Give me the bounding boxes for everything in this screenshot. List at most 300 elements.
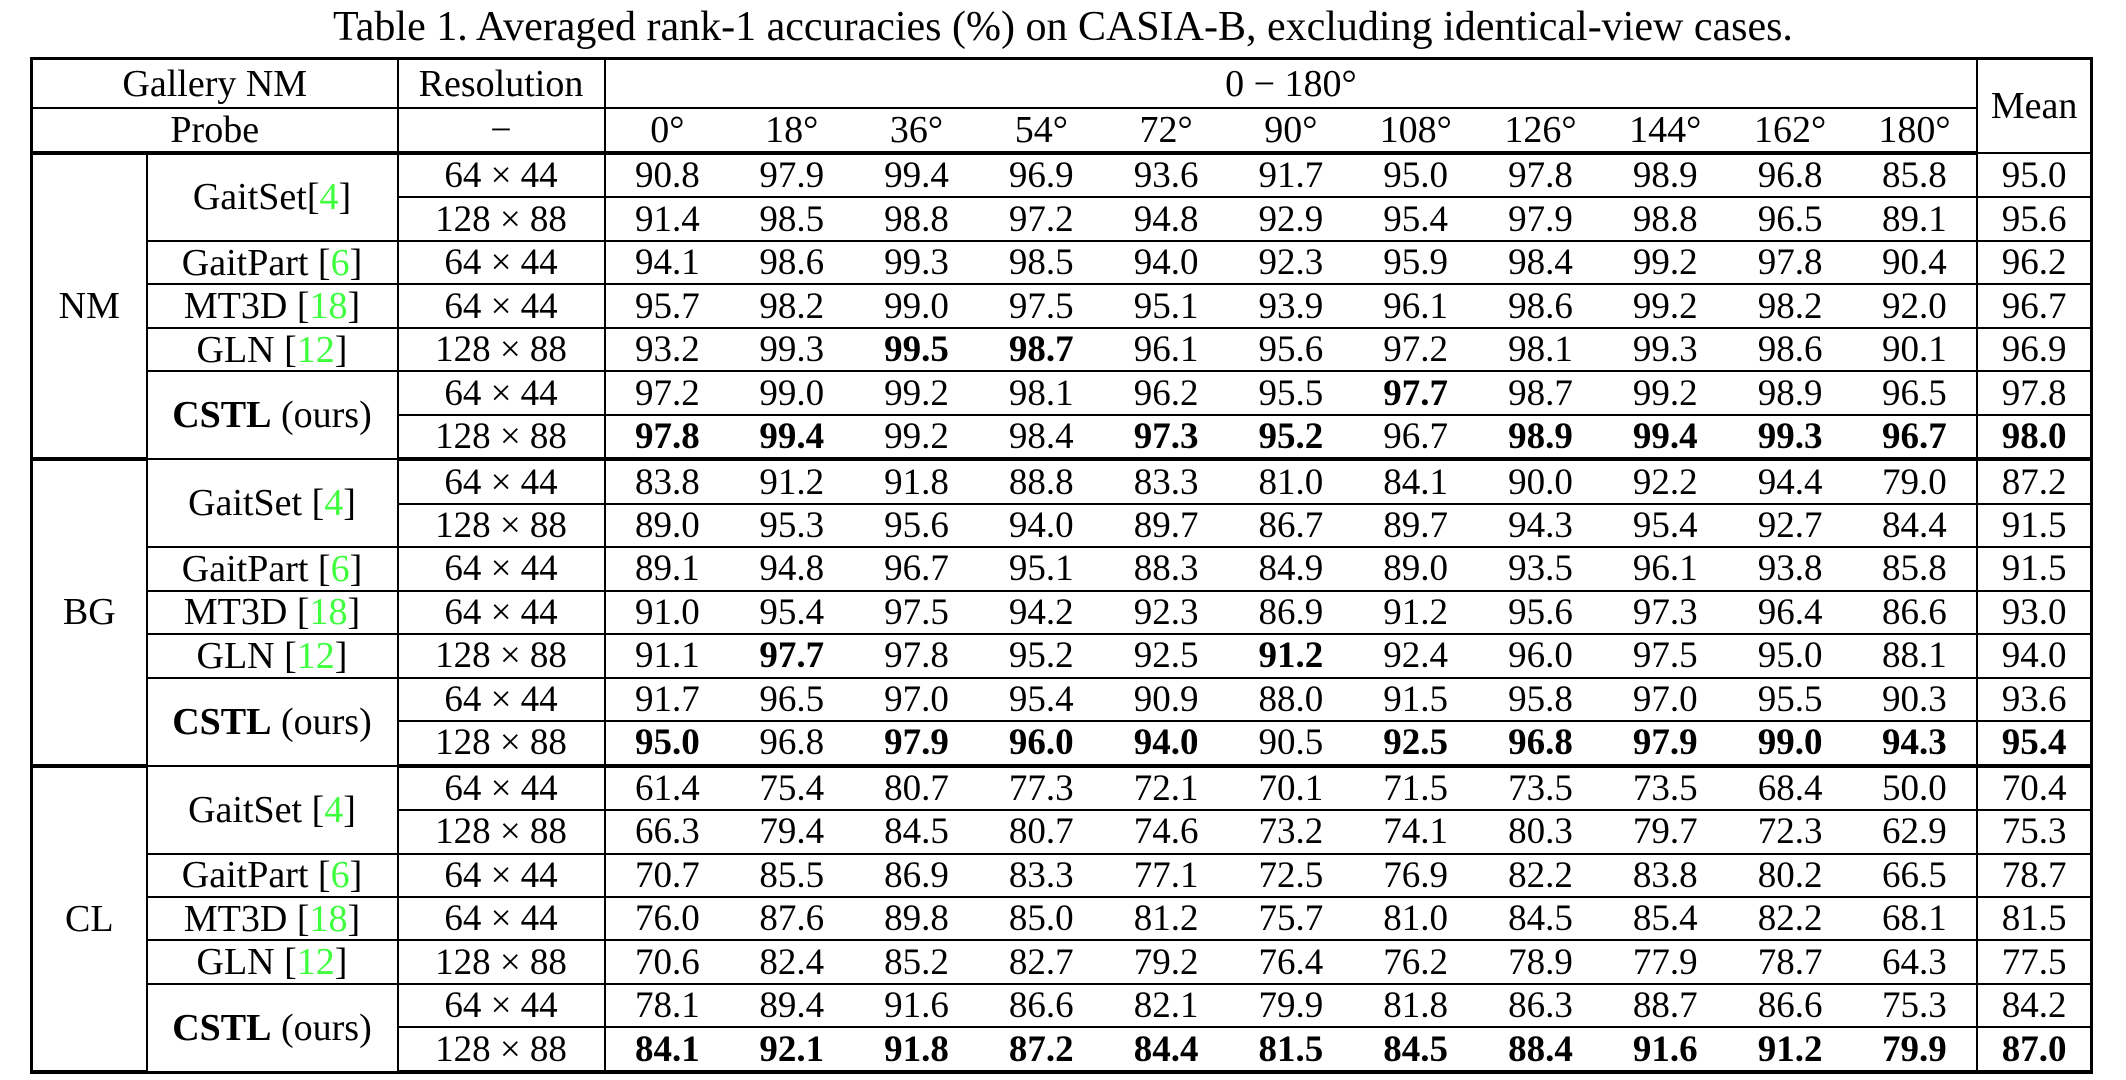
accuracy-cell: 89.0 [605, 504, 730, 547]
accuracy-cell: 90.9 [1104, 678, 1229, 721]
accuracy-cell: 76.4 [1228, 940, 1353, 983]
accuracy-cell: 78.9 [1478, 940, 1603, 983]
accuracy-cell: 98.9 [1603, 153, 1728, 197]
accuracy-cell: 91.6 [854, 984, 979, 1027]
accuracy-cell: 96.9 [979, 153, 1104, 197]
resolution-cell: 64 × 44 [398, 547, 605, 590]
accuracy-cell: 96.4 [1728, 591, 1853, 634]
accuracy-cell: 93.8 [1728, 547, 1853, 590]
accuracy-cell: 77.3 [979, 766, 1104, 810]
accuracy-cell: 76.0 [605, 897, 730, 940]
accuracy-cell: 90.5 [1228, 721, 1353, 765]
accuracy-cell: 95.9 [1353, 241, 1478, 284]
accuracy-cell: 72.3 [1728, 810, 1853, 853]
accuracy-cell: 92.0 [1852, 284, 1977, 327]
resolution-cell: 64 × 44 [398, 984, 605, 1027]
accuracy-cell: 92.2 [1603, 459, 1728, 503]
header-angle-90: 90° [1228, 108, 1353, 153]
accuracy-cell: 90.8 [605, 153, 730, 197]
accuracy-cell: 99.0 [854, 284, 979, 327]
accuracy-cell: 97.7 [729, 634, 854, 677]
accuracy-cell: 80.7 [979, 810, 1104, 853]
accuracy-cell: 95.6 [1228, 328, 1353, 371]
accuracy-cell: 99.3 [1728, 415, 1853, 459]
accuracy-cell: 91.2 [1353, 591, 1478, 634]
accuracy-cell: 68.1 [1852, 897, 1977, 940]
accuracy-cell: 84.4 [1104, 1027, 1229, 1072]
mean-cell: 96.2 [1977, 241, 2091, 284]
accuracy-cell: 96.5 [729, 678, 854, 721]
accuracy-cell: 74.1 [1353, 810, 1478, 853]
accuracy-cell: 97.2 [605, 371, 730, 414]
accuracy-cell: 96.8 [729, 721, 854, 765]
accuracy-cell: 80.3 [1478, 810, 1603, 853]
citation-link[interactable]: 4 [324, 482, 344, 525]
method-suffix: (ours) [271, 1006, 372, 1049]
mean-cell: 84.2 [1977, 984, 2091, 1027]
accuracy-cell: 75.3 [1852, 984, 1977, 1027]
resolution-cell: 64 × 44 [398, 854, 605, 897]
accuracy-cell: 79.9 [1852, 1027, 1977, 1072]
citation-link[interactable]: 18 [309, 285, 348, 328]
accuracy-cell: 72.5 [1228, 854, 1353, 897]
accuracy-cell: 95.2 [979, 634, 1104, 677]
header-angle-180: 180° [1852, 108, 1977, 153]
accuracy-cell: 84.1 [605, 1027, 730, 1072]
accuracy-cell: 70.7 [605, 854, 730, 897]
accuracy-cell: 95.4 [1603, 504, 1728, 547]
accuracy-cell: 80.7 [854, 766, 979, 810]
resolution-cell: 128 × 88 [398, 328, 605, 371]
accuracy-cell: 98.8 [854, 197, 979, 240]
mean-cell: 95.0 [1977, 153, 2091, 197]
accuracy-cell: 96.5 [1728, 197, 1853, 240]
method-cell: GLN [12] [147, 328, 398, 371]
accuracy-cell: 96.7 [1353, 415, 1478, 459]
resolution-cell: 64 × 44 [398, 459, 605, 503]
accuracy-cell: 98.6 [729, 241, 854, 284]
accuracy-cell: 96.8 [1478, 721, 1603, 765]
accuracy-cell: 91.6 [1603, 1027, 1728, 1072]
accuracy-cell: 91.2 [1228, 634, 1353, 677]
accuracy-cell: 86.9 [854, 854, 979, 897]
accuracy-cell: 76.2 [1353, 940, 1478, 983]
accuracy-cell: 75.4 [729, 766, 854, 810]
accuracy-cell: 99.2 [1603, 371, 1728, 414]
accuracy-cell: 99.3 [1603, 328, 1728, 371]
accuracy-cell: 99.0 [729, 371, 854, 414]
accuracy-cell: 89.1 [1852, 197, 1977, 240]
accuracy-cell: 98.4 [979, 415, 1104, 459]
method-cell [147, 371, 398, 459]
accuracy-cell: 85.0 [979, 897, 1104, 940]
accuracy-cell: 88.7 [1603, 984, 1728, 1027]
accuracy-cell: 72.1 [1104, 766, 1229, 810]
mean-cell: 77.5 [1977, 940, 2091, 983]
accuracy-cell: 92.3 [1104, 591, 1229, 634]
mean-cell: 94.0 [1977, 634, 2091, 677]
resolution-cell: 64 × 44 [398, 591, 605, 634]
accuracy-cell: 92.9 [1228, 197, 1353, 240]
header-angle-108: 108° [1353, 108, 1478, 153]
accuracy-cell: 99.4 [854, 153, 979, 197]
header-probe: Probe [32, 108, 398, 153]
accuracy-cell: 71.5 [1353, 766, 1478, 810]
mean-cell: 81.5 [1977, 897, 2091, 940]
accuracy-cell: 91.4 [605, 197, 730, 240]
accuracy-cell: 97.5 [1603, 634, 1728, 677]
header-resolution: Resolution [398, 59, 605, 109]
accuracy-cell: 81.0 [1228, 459, 1353, 503]
accuracy-cell: 96.1 [1353, 284, 1478, 327]
accuracy-cell: 97.5 [979, 284, 1104, 327]
accuracy-cell: 98.9 [1478, 415, 1603, 459]
method-suffix: (ours) [271, 394, 372, 437]
method-name: MT3D [183, 285, 288, 328]
header-angle-162: 162° [1728, 108, 1853, 153]
accuracy-cell: 94.4 [1728, 459, 1853, 503]
accuracy-cell: 97.8 [605, 415, 730, 459]
resolution-cell: 64 × 44 [398, 678, 605, 721]
accuracy-cell: 82.1 [1104, 984, 1229, 1027]
citation-link[interactable]: 12 [296, 328, 335, 371]
accuracy-cell: 73.5 [1478, 766, 1603, 810]
accuracy-cell: 82.4 [729, 940, 854, 983]
accuracy-cell: 93.5 [1478, 547, 1603, 590]
accuracy-cell: 97.9 [1603, 721, 1728, 765]
accuracy-cell: 85.2 [854, 940, 979, 983]
method-name: GaitPart [181, 854, 309, 897]
method-cell [147, 678, 398, 766]
accuracy-cell: 97.9 [1478, 197, 1603, 240]
accuracy-cell: 93.2 [605, 328, 730, 371]
accuracy-cell: 95.5 [1728, 678, 1853, 721]
resolution-cell: 64 × 44 [398, 371, 605, 414]
accuracy-cell: 95.8 [1478, 678, 1603, 721]
accuracy-cell: 91.8 [854, 459, 979, 503]
accuracy-cell: 94.0 [1104, 241, 1229, 284]
method-name: GaitSet [192, 176, 307, 219]
accuracy-cell: 97.8 [1728, 241, 1853, 284]
accuracy-cell: 96.7 [854, 547, 979, 590]
mean-cell: 95.4 [1977, 721, 2091, 765]
accuracy-cell: 83.3 [1104, 459, 1229, 503]
accuracy-cell: 83.8 [605, 459, 730, 503]
resolution-cell: 128 × 88 [398, 197, 605, 240]
method-name: GLN [196, 941, 275, 984]
accuracy-cell: 92.1 [729, 1027, 854, 1072]
accuracy-cell: 96.1 [1104, 328, 1229, 371]
method-cell: GaitSet [4] [147, 459, 398, 547]
accuracy-cell: 91.2 [729, 459, 854, 503]
accuracy-cell: 87.6 [729, 897, 854, 940]
accuracy-cell: 92.7 [1728, 504, 1853, 547]
accuracy-cell: 92.3 [1228, 241, 1353, 284]
header-angle-18: 18° [729, 108, 854, 153]
accuracy-cell: 95.1 [979, 547, 1104, 590]
accuracy-cell: 99.3 [729, 328, 854, 371]
resolution-cell: 64 × 44 [398, 766, 605, 810]
resolution-cell: 128 × 88 [398, 721, 605, 765]
accuracy-cell: 97.2 [1353, 328, 1478, 371]
accuracy-cell: 89.7 [1353, 504, 1478, 547]
header-angle-36: 36° [854, 108, 979, 153]
accuracy-cell: 88.4 [1478, 1027, 1603, 1072]
accuracy-cell: 77.1 [1104, 854, 1229, 897]
method-suffix: (ours) [271, 700, 372, 743]
accuracy-cell: 70.1 [1228, 766, 1353, 810]
citation-link[interactable]: 4 [319, 176, 339, 219]
accuracy-cell: 80.2 [1728, 854, 1853, 897]
accuracy-cell: 96.5 [1852, 371, 1977, 414]
citation-link[interactable]: 18 [309, 897, 348, 940]
accuracy-cell: 94.0 [1104, 721, 1229, 765]
accuracy-cell: 73.2 [1228, 810, 1353, 853]
accuracy-cell: 50.0 [1852, 766, 1977, 810]
citation-link[interactable]: 4 [324, 788, 344, 831]
accuracy-cell: 98.6 [1478, 284, 1603, 327]
table-caption: Table 1. Averaged rank-1 accuracies (%) on CASIA-B, excluding identical-view cases. [333, 4, 1793, 50]
citation-link[interactable]: 12 [296, 634, 335, 677]
mean-cell: 96.7 [1977, 284, 2091, 327]
accuracy-cell: 91.7 [605, 678, 730, 721]
accuracy-cell: 93.6 [1104, 153, 1229, 197]
accuracy-cell: 97.7 [1353, 371, 1478, 414]
accuracy-cell: 97.8 [854, 634, 979, 677]
accuracy-cell: 98.1 [979, 371, 1104, 414]
accuracy-cell: 96.8 [1728, 153, 1853, 197]
header-mean: Mean [1977, 59, 2091, 154]
accuracy-cell: 91.1 [605, 634, 730, 677]
accuracy-cell: 95.5 [1228, 371, 1353, 414]
accuracy-cell: 99.2 [1603, 284, 1728, 327]
accuracy-cell: 90.0 [1478, 459, 1603, 503]
accuracy-cell: 79.2 [1104, 940, 1229, 983]
resolution-cell: 128 × 88 [398, 940, 605, 983]
accuracy-cell: 84.5 [1478, 897, 1603, 940]
accuracy-cell: 98.2 [1728, 284, 1853, 327]
accuracy-cell: 70.6 [605, 940, 730, 983]
accuracy-cell: 91.8 [854, 1027, 979, 1072]
citation-link[interactable]: 6 [330, 854, 350, 897]
accuracy-cell: 82.2 [1478, 854, 1603, 897]
accuracy-cell: 97.0 [854, 678, 979, 721]
accuracy-cell: 97.0 [1603, 678, 1728, 721]
accuracy-cell: 77.9 [1603, 940, 1728, 983]
resolution-cell: 128 × 88 [398, 504, 605, 547]
mean-cell: 87.2 [1977, 459, 2091, 503]
method-cell: GaitSet [4] [147, 766, 398, 854]
accuracy-cell: 95.4 [1353, 197, 1478, 240]
resolution-cell: 64 × 44 [398, 241, 605, 284]
accuracy-cell: 95.0 [1728, 634, 1853, 677]
method-name: CSTL [172, 1006, 272, 1049]
accuracy-cell: 68.4 [1728, 766, 1853, 810]
method-cell: GaitPart [6] [147, 854, 398, 897]
mean-cell: 78.7 [1977, 854, 2091, 897]
accuracy-cell: 84.9 [1228, 547, 1353, 590]
accuracy-cell: 85.5 [729, 854, 854, 897]
method-name: CSTL [172, 394, 272, 437]
accuracy-cell: 94.1 [605, 241, 730, 284]
accuracy-cell: 83.3 [979, 854, 1104, 897]
accuracy-cell: 79.4 [729, 810, 854, 853]
accuracy-cell: 98.9 [1728, 371, 1853, 414]
accuracy-cell: 79.7 [1603, 810, 1728, 853]
accuracy-cell: 92.5 [1353, 721, 1478, 765]
accuracy-cell: 99.2 [1603, 241, 1728, 284]
citation-link[interactable]: 18 [309, 591, 348, 634]
accuracy-cell: 86.6 [1852, 591, 1977, 634]
accuracy-cell: 85.8 [1852, 153, 1977, 197]
citation-link[interactable]: 12 [296, 941, 335, 984]
accuracy-cell: 94.8 [729, 547, 854, 590]
accuracy-cell: 92.4 [1353, 634, 1478, 677]
header-angle-126: 126° [1478, 108, 1603, 153]
accuracy-cell: 96.0 [1478, 634, 1603, 677]
accuracy-cell: 76.9 [1353, 854, 1478, 897]
accuracy-cell: 86.6 [1728, 984, 1853, 1027]
accuracy-cell: 79.9 [1228, 984, 1353, 1027]
accuracy-cell: 82.2 [1728, 897, 1853, 940]
accuracy-cell: 86.7 [1228, 504, 1353, 547]
accuracy-cell: 97.2 [979, 197, 1104, 240]
accuracy-cell: 82.7 [979, 940, 1104, 983]
accuracy-cell: 98.6 [1728, 328, 1853, 371]
accuracy-cell: 84.5 [1353, 1027, 1478, 1072]
accuracy-cell: 97.5 [854, 591, 979, 634]
accuracy-cell: 92.5 [1104, 634, 1229, 677]
accuracy-cell: 78.7 [1728, 940, 1853, 983]
accuracy-cell: 88.1 [1852, 634, 1977, 677]
accuracy-cell: 99.5 [854, 328, 979, 371]
accuracy-cell: 95.7 [605, 284, 730, 327]
accuracy-cell: 94.3 [1852, 721, 1977, 765]
accuracy-cell: 66.5 [1852, 854, 1977, 897]
accuracy-cell: 97.3 [1104, 415, 1229, 459]
mean-cell: 96.9 [1977, 328, 2091, 371]
mean-cell: 93.0 [1977, 591, 2091, 634]
accuracy-cell: 89.8 [854, 897, 979, 940]
mean-cell: 93.6 [1977, 678, 2091, 721]
method-name: CSTL [172, 700, 272, 743]
accuracy-cell: 99.2 [854, 371, 979, 414]
accuracy-cell: 78.1 [605, 984, 730, 1027]
accuracy-cell: 98.7 [1478, 371, 1603, 414]
method-cell: GLN [12] [147, 940, 398, 983]
accuracy-cell: 96.0 [979, 721, 1104, 765]
header-gallery: Gallery NM [32, 59, 398, 109]
accuracy-cell: 95.0 [605, 721, 730, 765]
mean-cell: 98.0 [1977, 415, 2091, 459]
method-cell: GaitPart [6] [147, 547, 398, 590]
accuracy-cell: 85.4 [1603, 897, 1728, 940]
accuracy-cell: 90.1 [1852, 328, 1977, 371]
accuracy-cell: 84.5 [854, 810, 979, 853]
accuracy-cell: 86.3 [1478, 984, 1603, 1027]
citation-link[interactable]: 6 [330, 241, 350, 284]
accuracy-cell: 84.1 [1353, 459, 1478, 503]
mean-cell: 75.3 [1977, 810, 2091, 853]
method-name: MT3D [183, 897, 288, 940]
accuracy-cell: 89.4 [729, 984, 854, 1027]
accuracy-cell: 97.9 [729, 153, 854, 197]
accuracy-cell: 91.2 [1728, 1027, 1853, 1072]
accuracy-cell: 81.8 [1353, 984, 1478, 1027]
accuracy-cell: 99.4 [729, 415, 854, 459]
header-angle-range: 0 − 180° [605, 59, 1978, 109]
resolution-cell: 64 × 44 [398, 153, 605, 197]
accuracy-cell: 86.6 [979, 984, 1104, 1027]
accuracy-cell: 98.1 [1478, 328, 1603, 371]
table-body [32, 153, 2092, 1072]
accuracy-cell: 96.7 [1852, 415, 1977, 459]
accuracy-cell: 90.4 [1852, 241, 1977, 284]
method-cell: MT3D [18] [147, 897, 398, 940]
accuracy-cell: 97.3 [1603, 591, 1728, 634]
accuracy-cell: 97.8 [1478, 153, 1603, 197]
resolution-cell: 128 × 88 [398, 1027, 605, 1072]
accuracy-cell: 84.4 [1852, 504, 1977, 547]
accuracy-cell: 94.3 [1478, 504, 1603, 547]
accuracy-cell: 95.3 [729, 504, 854, 547]
method-cell: GLN [12] [147, 634, 398, 677]
accuracy-cell: 79.0 [1852, 459, 1977, 503]
accuracy-cell: 95.1 [1104, 284, 1229, 327]
accuracy-cell: 74.6 [1104, 810, 1229, 853]
accuracy-cell: 66.3 [605, 810, 730, 853]
mean-cell: 91.5 [1977, 504, 2091, 547]
mean-cell: 91.5 [1977, 547, 2091, 590]
accuracy-cell: 91.7 [1228, 153, 1353, 197]
method-name: GLN [196, 328, 275, 371]
method-cell: GaitPart [6] [147, 241, 398, 284]
accuracy-cell: 89.0 [1353, 547, 1478, 590]
group-label: NM [32, 153, 147, 459]
accuracy-cell: 99.3 [854, 241, 979, 284]
accuracy-cell: 81.0 [1353, 897, 1478, 940]
header-angle-144: 144° [1603, 108, 1728, 153]
accuracy-cell: 88.3 [1104, 547, 1229, 590]
resolution-cell: 128 × 88 [398, 810, 605, 853]
method-name: GLN [196, 634, 275, 677]
method-name: MT3D [183, 591, 288, 634]
method-cell: MT3D [18] [147, 591, 398, 634]
resolution-cell: 128 × 88 [398, 634, 605, 677]
mean-cell: 95.6 [1977, 197, 2091, 240]
accuracy-cell: 95.0 [1353, 153, 1478, 197]
accuracy-cell: 95.6 [1478, 591, 1603, 634]
accuracy-cell: 99.4 [1603, 415, 1728, 459]
accuracy-cell: 62.9 [1852, 810, 1977, 853]
mean-cell: 97.8 [1977, 371, 2091, 414]
resolution-cell: 128 × 88 [398, 415, 605, 459]
method-cell: GaitSet[4] [147, 153, 398, 241]
accuracy-cell: 98.4 [1478, 241, 1603, 284]
method-cell: MT3D [18] [147, 284, 398, 327]
accuracy-cell: 97.9 [854, 721, 979, 765]
accuracy-cell: 61.4 [605, 766, 730, 810]
group-label: BG [32, 459, 147, 765]
accuracy-cell: 94.0 [979, 504, 1104, 547]
citation-link[interactable]: 6 [330, 547, 350, 590]
accuracy-cell: 90.3 [1852, 678, 1977, 721]
accuracy-cell: 73.5 [1603, 766, 1728, 810]
accuracy-cell: 83.8 [1603, 854, 1728, 897]
accuracy-cell: 98.5 [729, 197, 854, 240]
accuracy-cell: 94.2 [979, 591, 1104, 634]
accuracy-cell: 64.3 [1852, 940, 1977, 983]
